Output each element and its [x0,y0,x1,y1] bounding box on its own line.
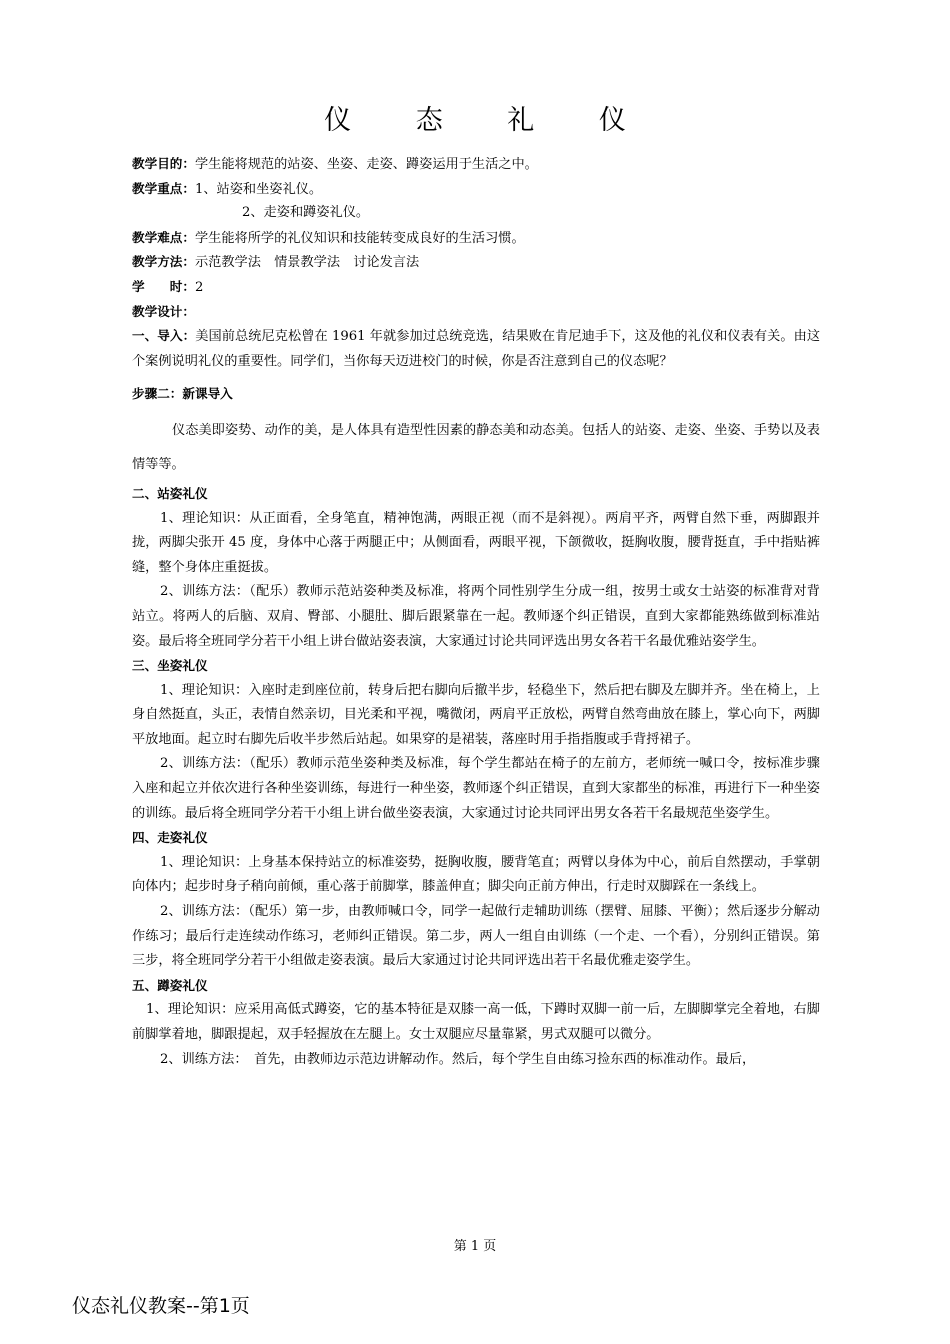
document-title: 仪 态 礼 仪 [324,105,654,136]
key-label: 教学重点： [132,180,195,196]
intro-heading: 一、导入： [132,328,196,344]
intro-text: 美国前总统尼克松曾在 1961 年就参加过总统竞选，结果败在肯尼迪手下，这及他的礼仪和仪表有关。由这个案例说明礼仪的重要性。同学们，当你每天迈进校门的时候，你是否注意到自己的仪态呢？ [132,329,821,369]
step2-heading: 步骤二：新课导入 [132,386,233,402]
goal-line [132,152,820,177]
step2-heading-wrap [132,382,820,408]
goal-text: 学生能将规范的站姿、坐姿、走姿、蹲姿运用于生活之中。 [194,157,538,172]
goal-label: 教学目的： [132,156,195,171]
section-heading-squat [132,974,820,999]
section-paragraph: 2、训练方法：（配乐）教师示范坐姿种类及标准，每个学生都站在椅子的左前方，老师统一喊口令，按标准步骤入座和起立并依次进行各种坐姿训练，每进行一种坐姿，教师逐个纠正错误，直到大家都坐的标准，再进行下一种坐姿的训练。最后将全班同学分若干小组上讲台做坐姿表演，大家通过讨论共同评出男女各若干名最规范坐姿学生。 [132,756,820,821]
section-paragraph: 2、训练方法：（配乐）第一步，由教师喊口令，同学一起做行走辅助训练（摆臂、屈膝、平衡）；然后逐步分解动作练习；最后行走连续动作练习，老师纠正错误。第二步，两人一组自由训练（一个走、一个看），分别纠正错误。第三步，将全班同学分若干小组做走姿表演。最后大家通过讨论共同评选出若干名最优雅走姿学生。 [132,904,820,969]
method-line [132,250,820,275]
page-number: 第 1 页 [453,1239,497,1254]
design-line [132,300,820,325]
document-body [132,152,820,1072]
hours-line [132,275,820,300]
document-label: 仪态礼仪教案--第1页 [72,1295,250,1317]
hours-label: 学 时： [132,278,195,294]
section-paragraph: 2、训练方法： 首先，由教师边示范边讲解动作。然后，每个学生自由练习捡东西的标准动作。最后， [160,1051,756,1067]
difficulty-line [132,226,820,251]
key-line-2 [132,201,820,226]
step2-paragraph: 仪态美即姿势、动作的美，是人体具有造型性因素的静态美和动态美。包括人的站姿、走姿、坐姿、手势以及表情等等。 [132,422,820,472]
section-paragraph: 2、训练方法：（配乐）教师示范站姿种类及标准，将两个同性别学生分成一组，按男士或女士站姿的标准背对背站立。将两人的后脑、双肩、臀部、小腿肚、脚后跟紧靠在一起。教师逐个纠正错误，直到大家都能熟练做到标准站姿。最后将全班同学分若干小组上讲台做站姿表演，大家通过讨论共同评选出男女各若干名最优雅站姿学生。 [132,584,820,649]
section-paragraph: 1、理论知识：从正面看，全身笔直，精神饱满，两眼正视（而不是斜视）。两肩平齐，两臂自然下垂，两脚跟并拢，两脚尖张开 45 度，身体中心落于两腿正中；从侧面看，两眼平视，下颌微收，挺胸收腹，腰背挺直，手中指贴裤缝，整个身体庄重挺拔。 [132,510,820,575]
key-text-2: 2、走姿和蹲姿礼仪。 [242,205,370,221]
key-text-1: 1、站姿和坐姿礼仪。 [194,181,323,197]
difficulty-text: 学生能将所学的礼仪知识和技能转变成良好的生活习惯。 [194,230,525,246]
method-text: 示范教学法 情景教学法 讨论发言法 [194,255,420,271]
section-paragraph: 1、理论知识：应采用高低式蹲姿，它的基本特征是双膝一高一低，下蹲时双脚一前一后，左脚脚掌完全着地，右脚前脚掌着地，脚跟提起，双手轻握放在左腿上。女士双腿应尽量靠紧，男式双腿可以微分。 [132,1002,820,1042]
section-title: 三、坐姿礼仪 [132,658,208,674]
key-line [132,177,820,202]
intro-paragraph [132,324,820,374]
section-title: 五、蹲姿礼仪 [132,977,208,993]
section-heading-walk [132,826,820,851]
section-heading-stand [132,482,820,507]
section-paragraph: 1、理论知识：上身基本保持站立的标准姿势，挺胸收腹，腰背笔直；两臂以身体为中心，前后自然摆动，手掌朝向体内；起步时身子稍向前倾，重心落于前脚掌，膝盖伸直；脚尖向正前方伸出，行走时双脚踩在一条线上。 [132,854,820,895]
section-title: 二、站姿礼仪 [132,485,208,501]
difficulty-label: 教学难点： [132,229,195,245]
section-title: 四、走姿礼仪 [132,830,208,846]
hours-text: 2 [194,279,204,295]
section-paragraph: 1、理论知识：入座时走到座位前，转身后把右脚向后撤半步，轻稳坐下，然后把右脚及左脚并齐。坐在椅上，上身自然挺直，头正，表情自然亲切，目光柔和平视，嘴微闭，两肩平正放松，两臂自然弯曲放在膝上，掌心向下，两脚平放地面。起立时右脚先后收半步然后站起。如果穿的是裙装，落座时用手指指腹或手背捋裙子。 [132,682,820,747]
method-label: 教学方法： [132,254,195,270]
design-label: 教学设计： [132,303,195,319]
section-heading-sit [132,654,820,679]
